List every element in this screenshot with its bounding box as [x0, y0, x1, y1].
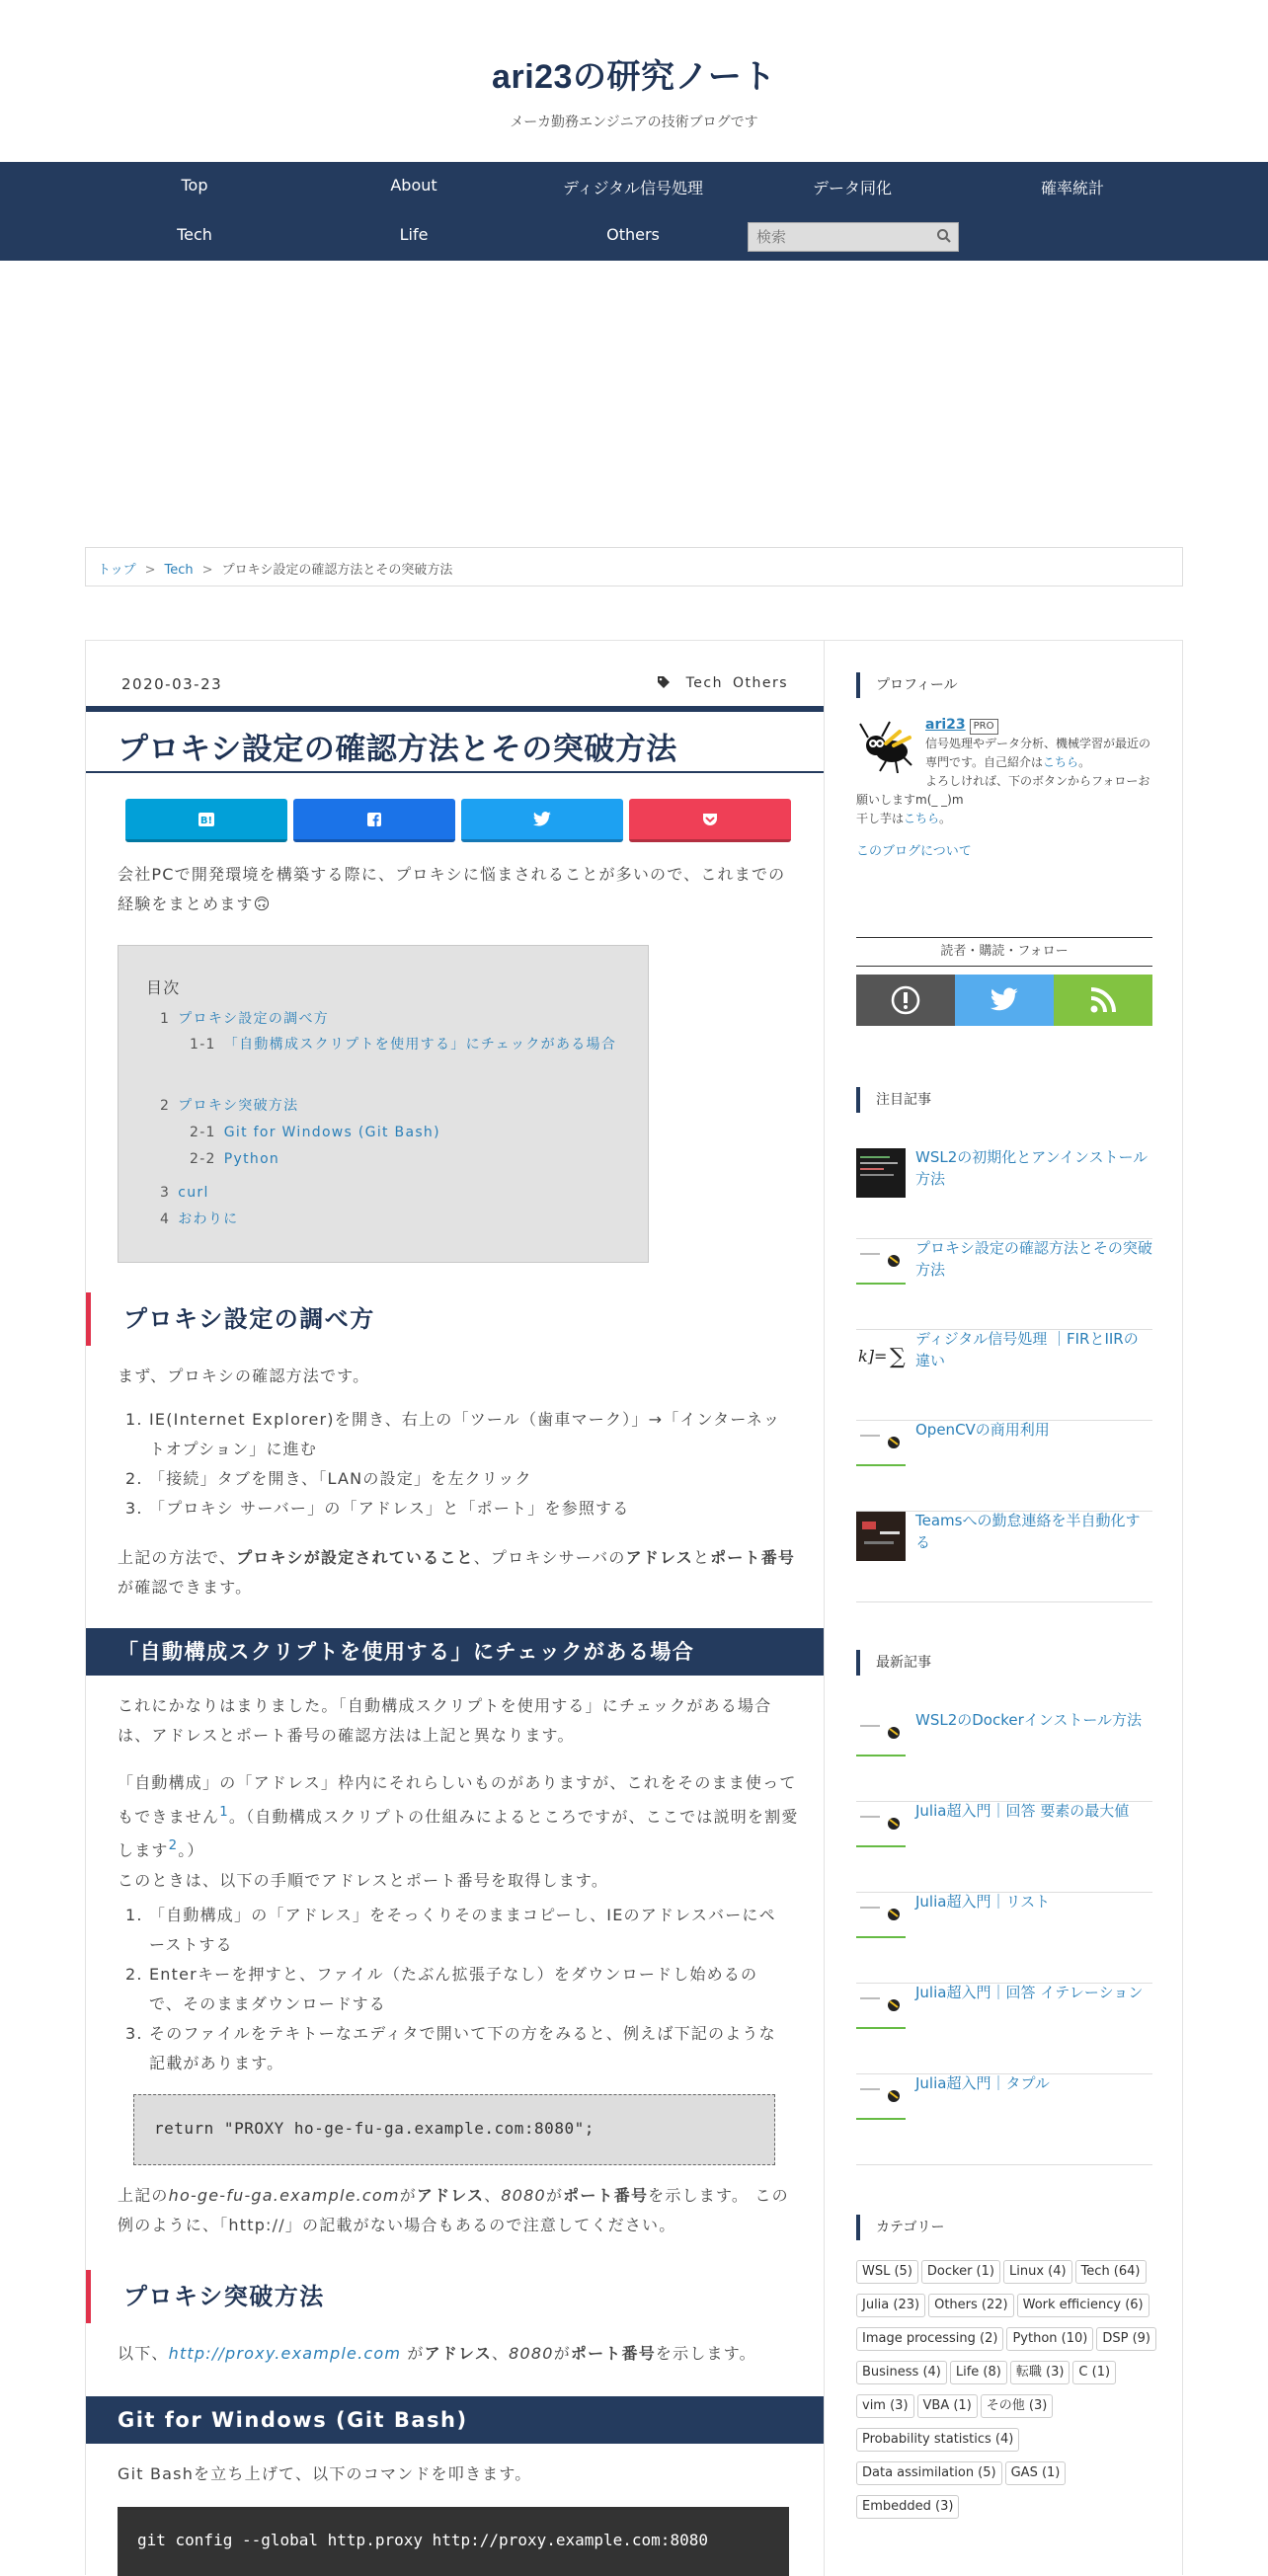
search-icon[interactable]	[936, 228, 952, 248]
category-link-others[interactable]: Others	[732, 675, 788, 691]
article-thumbnail	[856, 1893, 906, 1942]
category-tag[interactable]: vim (3)	[856, 2394, 914, 2418]
profile-text: 信号処理やデータ分析、機械学習が最近の専門です。自己紹介は	[925, 737, 1151, 769]
category-tag[interactable]: GAS (1)	[1005, 2461, 1067, 2485]
svg-text:k]=: k]=	[858, 1347, 888, 1366]
text: 「自動構成」の「アドレス」枠内にそれらしいものがありますが、これをそのまま使ってもできません	[118, 1773, 797, 1827]
toc-number: 1-1	[190, 1037, 216, 1053]
category-tag[interactable]: Image processing (2)	[856, 2327, 1003, 2351]
breadcrumb-category[interactable]: Tech	[164, 563, 194, 578]
about-blog-link[interactable]: このブログについて	[856, 844, 972, 859]
toc-link[interactable]: プロキシ突破方法	[178, 1098, 299, 1114]
category-tag[interactable]: Work efficiency (6)	[1017, 2294, 1149, 2317]
pro-badge: PRO	[970, 719, 998, 735]
tag-icon	[657, 675, 671, 689]
article-date: 2020-03-23	[121, 675, 223, 693]
twitter-icon	[990, 987, 1019, 1013]
section-heading: プロキシ設定の調べ方	[86, 1292, 824, 1346]
category-tag[interactable]: Python (10)	[1006, 2327, 1093, 2351]
code-block: return "PROXY ho-ge-fu-ga.example.com:8080";	[133, 2094, 775, 2165]
profile-name-link[interactable]: ari23	[925, 717, 966, 733]
site-header	[0, 0, 1268, 162]
category-tag[interactable]: Probability statistics (4)	[856, 2428, 1019, 2452]
article-thumbnail	[856, 1421, 906, 1470]
nav-item-dsp[interactable]: ディジタル信号処理	[562, 179, 704, 197]
hatena-icon	[198, 812, 215, 827]
search-input[interactable]	[749, 223, 958, 251]
breadcrumb	[85, 547, 1183, 586]
category-tag[interactable]: Embedded (3)	[856, 2495, 959, 2519]
text: 、	[491, 2344, 510, 2363]
featured-title[interactable]: WSL2の初期化とアンインストール方法	[915, 1148, 1149, 1188]
toc-number: 4	[160, 1211, 171, 1227]
hatena-icon	[891, 985, 920, 1015]
share-pocket-button[interactable]	[629, 799, 791, 842]
article-thumbnail	[856, 1239, 906, 1288]
share-hatena-button[interactable]	[125, 799, 287, 842]
italic-text: 8080	[509, 2344, 554, 2363]
category-tag[interactable]: C (1)	[1072, 2361, 1116, 2384]
list-item: 3. そのファイルをテキトーなエディタで開いて下の方をみると、例えば下記のような記載があります。	[149, 2019, 791, 2078]
list-item: 2. 「接続」タブを開き、「LANの設定」を左クリック	[149, 1464, 791, 1494]
svg-text:∑: ∑	[890, 1345, 906, 1369]
recent-title[interactable]: WSL2のDockerインストール方法	[915, 1711, 1143, 1729]
article-thumbnail	[856, 1711, 906, 1760]
category-tag[interactable]: 転職 (3)	[1010, 2361, 1070, 2384]
article-thumbnail	[856, 1984, 906, 2033]
sidebar-heading-category: カテゴリー	[856, 2215, 1152, 2240]
paragraph	[118, 2339, 799, 2369]
italic-text: 8080	[501, 2186, 546, 2205]
category-tag[interactable]: VBA (1)	[917, 2394, 978, 2418]
sidebar-heading-recent: 最新記事	[856, 1650, 1152, 1676]
code-block: git config --global http.proxy http://proxy.example.com:8080	[118, 2507, 789, 2576]
category-tag[interactable]: Life (8)	[950, 2361, 1007, 2384]
text: 、	[484, 2186, 502, 2205]
text: が	[553, 2344, 571, 2363]
category-tag-list	[856, 2260, 1162, 2529]
category-tag[interactable]: WSL (5)	[856, 2260, 918, 2284]
recent-item[interactable]	[856, 2074, 1152, 2165]
bold-text: アドレス	[424, 2344, 492, 2363]
title-top-bar	[86, 706, 824, 712]
breadcrumb-separator: >	[144, 563, 156, 578]
text: が確認できます。	[118, 1578, 253, 1597]
share-twitter-button[interactable]	[461, 799, 623, 842]
recent-title[interactable]: Julia超入門｜回答 要素の最大値	[915, 1802, 1130, 1820]
nav-item-probability[interactable]: 確率統計	[1040, 179, 1104, 197]
text: が	[545, 2186, 564, 2205]
recent-title[interactable]: Julia超入門｜回答 イテレーション	[915, 1984, 1144, 2001]
toc-number: 1	[160, 1011, 171, 1027]
toc-number: 2-2	[190, 1151, 216, 1167]
category-tag[interactable]: DSP (9)	[1096, 2327, 1156, 2351]
category-tag[interactable]: Docker (1)	[921, 2260, 1000, 2284]
list-item: 1. IE(Internet Explorer)を開き、右上の「ツール（歯車マーク）」→「インターネットオプション」に進む	[149, 1405, 791, 1464]
toc-link[interactable]: 「自動構成スクリプトを使用する」にチェックがある場合	[223, 1037, 617, 1053]
featured-item[interactable]	[856, 1421, 1152, 1512]
category-tag[interactable]: Tech (64)	[1075, 2260, 1147, 2284]
sidebar-heading-profile: プロフィール	[856, 672, 1152, 698]
bold-text: アドレス	[625, 1548, 693, 1567]
nav-item-tech[interactable]: Tech	[177, 225, 212, 244]
toc-number: 2-1	[190, 1125, 216, 1140]
toc-link[interactable]: おわりに	[178, 1211, 239, 1227]
toc-link[interactable]: Python	[223, 1151, 280, 1167]
article-thumbnail	[856, 1802, 906, 1851]
hatena-follow-button[interactable]	[856, 975, 955, 1026]
follow-buttons	[856, 975, 1152, 1026]
recent-item[interactable]	[856, 1711, 1152, 1802]
profile-text: 干し芋は	[856, 812, 905, 825]
category-link-tech[interactable]: Tech	[685, 675, 723, 691]
featured-item[interactable]	[856, 1330, 1152, 1421]
subsection-heading: Git for Windows (Git Bash)	[86, 2396, 824, 2444]
twitter-icon	[532, 812, 552, 827]
article	[86, 641, 824, 2576]
featured-title[interactable]: プロキシ設定の確認方法とその突破方法	[915, 1239, 1152, 1279]
nav-item-life[interactable]: Life	[399, 225, 429, 244]
text: 。）	[178, 1840, 204, 1860]
pocket-icon	[701, 812, 719, 827]
toc-number: 2	[160, 1098, 171, 1114]
share-facebook-button[interactable]	[293, 799, 455, 842]
subsection-heading: 「自動構成スクリプトを使用する」にチェックがある場合	[86, 1628, 824, 1676]
facebook-icon	[366, 812, 382, 827]
text: を示します。 この例のように、「http://」の記載がない場合もあるので注意してください。	[118, 2186, 789, 2234]
site-description: メーカ勤務エンジニアの技術ブログです	[510, 115, 758, 130]
article-thumbnail	[856, 1148, 906, 1198]
article-thumbnail	[856, 2074, 906, 2124]
toc-number: 3	[160, 1185, 171, 1201]
global-nav	[0, 162, 1268, 261]
paragraph	[118, 2181, 799, 2240]
toc-link[interactable]: curl	[178, 1185, 209, 1201]
footnote-link[interactable]: 2	[168, 1838, 179, 1854]
paragraph	[118, 1543, 799, 1602]
category-tag[interactable]: その他 (3)	[981, 2394, 1054, 2418]
featured-title[interactable]: Teamsへの勤怠連絡を半自動化する	[915, 1512, 1141, 1551]
text: と	[692, 1548, 711, 1567]
paragraph: まず、プロキシの確認方法です。	[118, 1366, 370, 1385]
list-item: 3. 「プロキシ サーバー」の「アドレス」と「ポート」を参照する	[149, 1494, 791, 1523]
text: このときは、以下の手順でアドレスとポート番号を取得します。	[118, 1870, 609, 1890]
text: 。（自動構成スクリプトの仕組みによるところですが、ここでは説明を割愛します	[118, 1807, 799, 1860]
category-tag[interactable]: Others (22)	[928, 2294, 1014, 2317]
profile-module	[856, 716, 1152, 861]
text: を示します。	[655, 2344, 756, 2363]
bold-text: プロキシが設定されていること	[236, 1548, 474, 1567]
search-box	[748, 222, 959, 252]
profile-text: 。	[1078, 755, 1091, 769]
italic-text: ho-ge-fu-ga.example.com	[168, 2186, 400, 2205]
rss-icon	[1088, 985, 1118, 1015]
profile-link-wishlist[interactable]: こちら	[904, 812, 940, 825]
nav-item-data-assimilation[interactable]: データ同化	[812, 179, 892, 197]
nav-item-others[interactable]: Others	[606, 225, 660, 244]
featured-title[interactable]: ディジタル信号処理 ｜FIRとIIRの違い	[915, 1330, 1139, 1369]
featured-item[interactable]	[856, 1239, 1152, 1330]
category-tag[interactable]: Julia (23)	[856, 2294, 925, 2317]
category-tag[interactable]: Business (4)	[856, 2361, 947, 2384]
reader-heading: 読者・購読・フォロー	[856, 937, 1152, 967]
site-title[interactable]: ari23の研究ノート	[492, 58, 776, 96]
featured-title[interactable]: OpenCVの商用利用	[915, 1421, 1050, 1439]
text: 上記の	[118, 2186, 169, 2205]
text: が	[399, 2186, 417, 2205]
article-thumbnail	[856, 1512, 906, 1561]
recent-item[interactable]	[856, 1802, 1152, 1893]
nav-item-about[interactable]: About	[390, 176, 437, 195]
main-content	[85, 640, 1183, 2575]
text: が	[401, 2344, 425, 2363]
svg-text:B!: B!	[199, 815, 213, 826]
bold-text: ポート番号	[563, 2186, 649, 2205]
list-item: 2. Enterキーを押すと、ファイル（たぶん拡張子なし）をダウンロードし始めるので、そのままダウンロードする	[149, 1960, 791, 2019]
profile-text: 。	[939, 812, 952, 825]
recent-title[interactable]: Julia超入門｜タプル	[915, 2074, 1050, 2092]
sidebar-heading-featured: 注目記事	[856, 1087, 1152, 1113]
twitter-follow-button[interactable]	[955, 975, 1054, 1026]
proxy-url-link[interactable]: http://proxy.example.com	[168, 2344, 402, 2363]
table-of-contents	[118, 945, 649, 1263]
breadcrumb-home[interactable]: トップ	[98, 563, 136, 578]
breadcrumb-current: プロキシ設定の確認方法とその突破方法	[221, 563, 453, 578]
section-heading: プロキシ突破方法	[86, 2270, 824, 2323]
breadcrumb-separator: >	[201, 563, 213, 578]
recent-item[interactable]	[856, 1984, 1152, 2074]
avatar[interactable]	[856, 716, 917, 777]
text: 、プロキシサーバの	[473, 1548, 626, 1567]
article-intro: 会社PCで開発環境を構築する際に、プロキシに悩まされることが多いので、これまでの経験をまとめます🙃	[118, 865, 786, 913]
recent-title[interactable]: Julia超入門｜リスト	[915, 1893, 1051, 1911]
bold-text: ポート番号	[570, 2344, 656, 2363]
footnote-link[interactable]: 1	[219, 1805, 229, 1820]
category-tag[interactable]: Data assimilation (5)	[856, 2461, 1002, 2485]
nav-item-top[interactable]: Top	[181, 176, 208, 195]
profile-text: よろしければ、下のボタンからフォローお願いしますm(_ _)m	[856, 774, 1150, 807]
sidebar	[824, 641, 1184, 2576]
article-title: プロキシ設定の確認方法とその突破方法	[118, 732, 677, 767]
title-underline	[86, 771, 824, 773]
article-thumbnail	[856, 1330, 906, 1379]
article-categories	[657, 675, 788, 691]
toc-link[interactable]: Git for Windows (Git Bash)	[223, 1125, 440, 1140]
bold-text: ポート番号	[710, 1548, 796, 1567]
featured-item[interactable]	[856, 1512, 1152, 1602]
featured-item[interactable]	[856, 1148, 1152, 1239]
recent-item[interactable]	[856, 1893, 1152, 1984]
paragraph: Git Bashを立ち上げて、以下のコマンドを叩きます。	[118, 2464, 532, 2483]
ordered-list	[149, 1405, 791, 1523]
text: 上記の方法で、	[118, 1548, 237, 1567]
category-tag[interactable]: Linux (4)	[1003, 2260, 1072, 2284]
toc-heading: 目次	[146, 978, 181, 997]
paragraph	[118, 1768, 799, 1896]
profile-link-intro[interactable]: こちら	[1043, 755, 1079, 769]
list-item: 1. 「自動構成」の「アドレス」をそっくりそのままコピーし、IEのアドレスバーにペーストする	[149, 1901, 791, 1960]
ordered-list	[149, 1901, 791, 2078]
toc-link[interactable]: プロキシ設定の調べ方	[178, 1011, 330, 1027]
paragraph: これにかなりはまりました。「自動構成スクリプトを使用する」にチェックがある場合は、アドレスとポート番号の確認方法は上記と異なります。	[118, 1696, 772, 1745]
rss-follow-button[interactable]	[1054, 975, 1152, 1026]
text: 以下、	[118, 2344, 169, 2363]
bold-text: アドレス	[416, 2186, 485, 2205]
